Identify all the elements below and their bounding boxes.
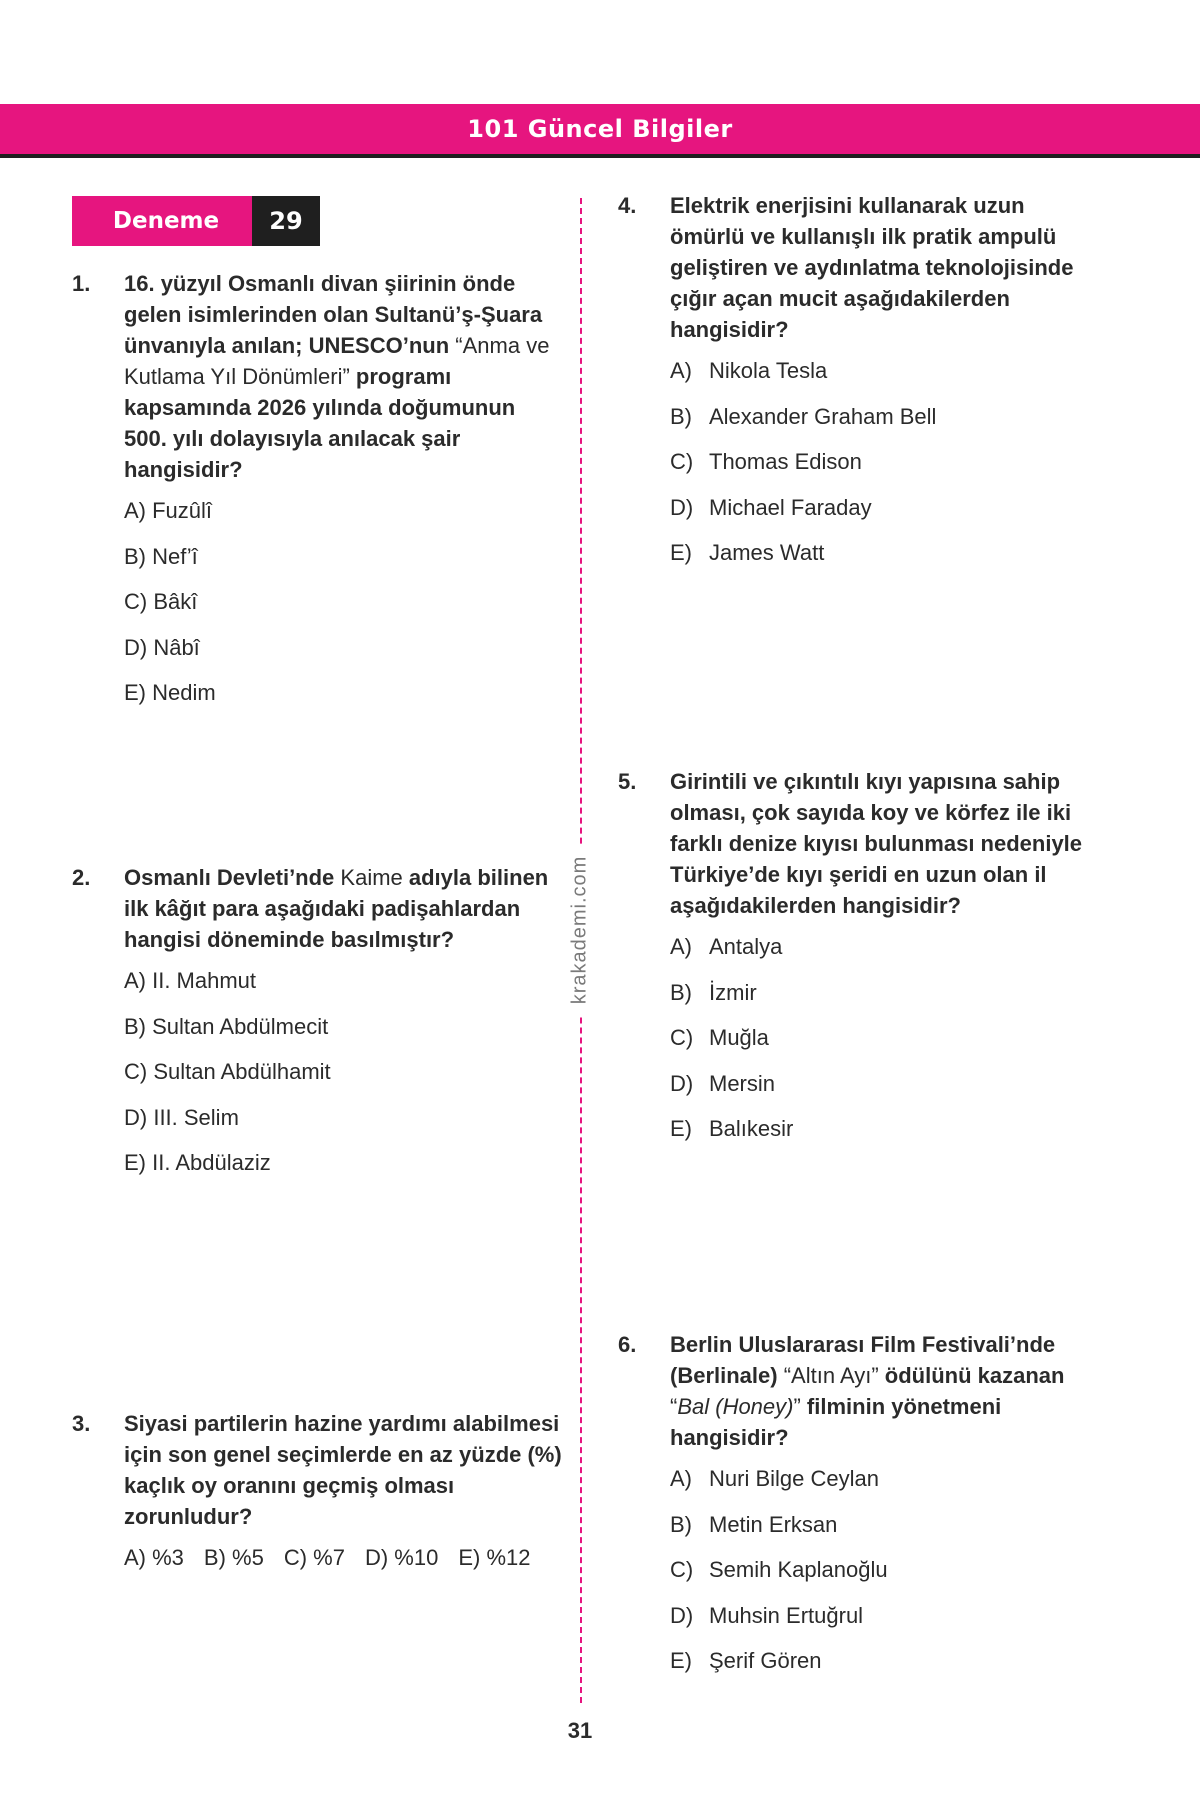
option-d[interactable]: D) Mersin (670, 1070, 776, 1096)
option-d[interactable]: D) %10 (364, 1545, 439, 1570)
question-2 (72, 862, 562, 1193)
question-3 (72, 1408, 562, 1573)
deneme-label: Deneme (72, 196, 252, 246)
option-a[interactable]: A) Fuzûlî (124, 498, 213, 523)
option-c[interactable]: C) Sultan Abdülhamit (124, 1059, 331, 1084)
option-c[interactable]: C) Muğla (670, 1025, 769, 1050)
question-text: Siyasi partilerin hazine yardımı alabilmesi için son genel seçimlerde en az yüzde (%) kaçlık oy oranını geçmiş olması zorunludur? (124, 1411, 562, 1529)
option-d[interactable]: D) Nâbî (124, 634, 200, 660)
option-e[interactable]: E) Nedim (124, 680, 216, 705)
option-a[interactable]: A) Nikola Tesla (670, 358, 828, 383)
option-e[interactable]: E) James Watt (670, 540, 825, 565)
options-list (124, 965, 562, 1193)
question-number: 5. (618, 769, 637, 794)
question-5 (618, 766, 1098, 1159)
question-4 (618, 190, 1098, 583)
deneme-number: 29 (252, 196, 320, 246)
question-text: Girintili ve çıkıntılı kıyı yapısına sahip olması, çok sayıda koy ve körfez ile iki farklı denize kıyısı bulunması nedeniyle Türkiye’de kıyı şeridi en uzun olan il aşağıdakilerden hangisidir? (670, 769, 1083, 918)
option-e[interactable]: E) Şerif Gören (670, 1648, 822, 1673)
option-a[interactable]: A) II. Mahmut (124, 968, 257, 993)
option-c[interactable]: C) Bâkî (124, 589, 198, 614)
question-text: 16. yüzyıl Osmanlı divan şiirinin önde gelen isimlerinden olan Sultanü’ş-Şuara ünvanıyla anılan; UNESCO’nun “Anma ve Kutlama Yıl Dönümleri” programı kapsamında 2026 yılında doğumunun 500. yılı dolayısıyla anılacak şair hangisidir? (124, 271, 550, 482)
question-6 (618, 1329, 1098, 1691)
question-number: 3. (72, 1411, 91, 1436)
page-number: 31 (562, 1718, 598, 1744)
options-list (670, 931, 1098, 1159)
deneme-badge (72, 196, 320, 246)
options-list (670, 355, 1098, 583)
options-list (670, 1463, 1098, 1691)
option-c[interactable]: C) %7 (283, 1545, 345, 1570)
question-text: Berlin Uluslararası Film Festivali’nde (Berlinale) “Altın Ayı” ödülünü kazanan “Bal (Honey)” filminin yönetmeni hangisidir? (670, 1332, 1065, 1450)
question-text: Elektrik enerjisini kullanarak uzun ömürlü ve kullanışlı ilk pratik ampulü geliştiren ve aydınlatma teknolojisinde çığır açan mucit aşağıdakilerden hangisidir? (670, 193, 1074, 342)
header-bar (0, 104, 1200, 158)
option-b[interactable]: B) Sultan Abdülmecit (124, 1013, 329, 1039)
option-b[interactable]: B) İzmir (670, 979, 757, 1005)
options-list (124, 495, 562, 723)
option-a[interactable]: A) %3 (124, 1545, 184, 1570)
question-number: 1. (72, 271, 91, 296)
question-number: 6. (618, 1332, 637, 1357)
watermark-text: krakademi.com (565, 846, 596, 1015)
option-e[interactable]: E) %12 (458, 1545, 531, 1570)
option-d[interactable]: D) III. Selim (124, 1104, 239, 1130)
option-b[interactable]: B) Alexander Graham Bell (670, 403, 937, 429)
option-a[interactable]: A) Nuri Bilge Ceylan (670, 1466, 879, 1491)
options-row (124, 1542, 562, 1573)
option-b[interactable]: B) Nef’î (124, 543, 198, 569)
question-text: Osmanlı Devleti’nde Kaime adıyla bilinen ilk kâğıt para aşağıdaki padişahlardan hangisi döneminde basılmıştır? (124, 865, 549, 952)
option-e[interactable]: E) II. Abdülaziz (124, 1150, 271, 1175)
option-d[interactable]: D) Michael Faraday (670, 494, 872, 520)
option-e[interactable]: E) Balıkesir (670, 1116, 794, 1141)
question-number: 2. (72, 865, 91, 890)
question-1 (72, 268, 562, 723)
page-title: 101 Güncel Bilgiler (467, 115, 733, 143)
question-number: 4. (618, 193, 637, 218)
option-c[interactable]: C) Semih Kaplanoğlu (670, 1557, 888, 1582)
option-b[interactable]: B) %5 (203, 1545, 264, 1570)
option-c[interactable]: C) Thomas Edison (670, 449, 862, 474)
option-a[interactable]: A) Antalya (670, 934, 783, 959)
option-d[interactable]: D) Muhsin Ertuğrul (670, 1602, 864, 1628)
option-b[interactable]: B) Metin Erksan (670, 1511, 838, 1537)
